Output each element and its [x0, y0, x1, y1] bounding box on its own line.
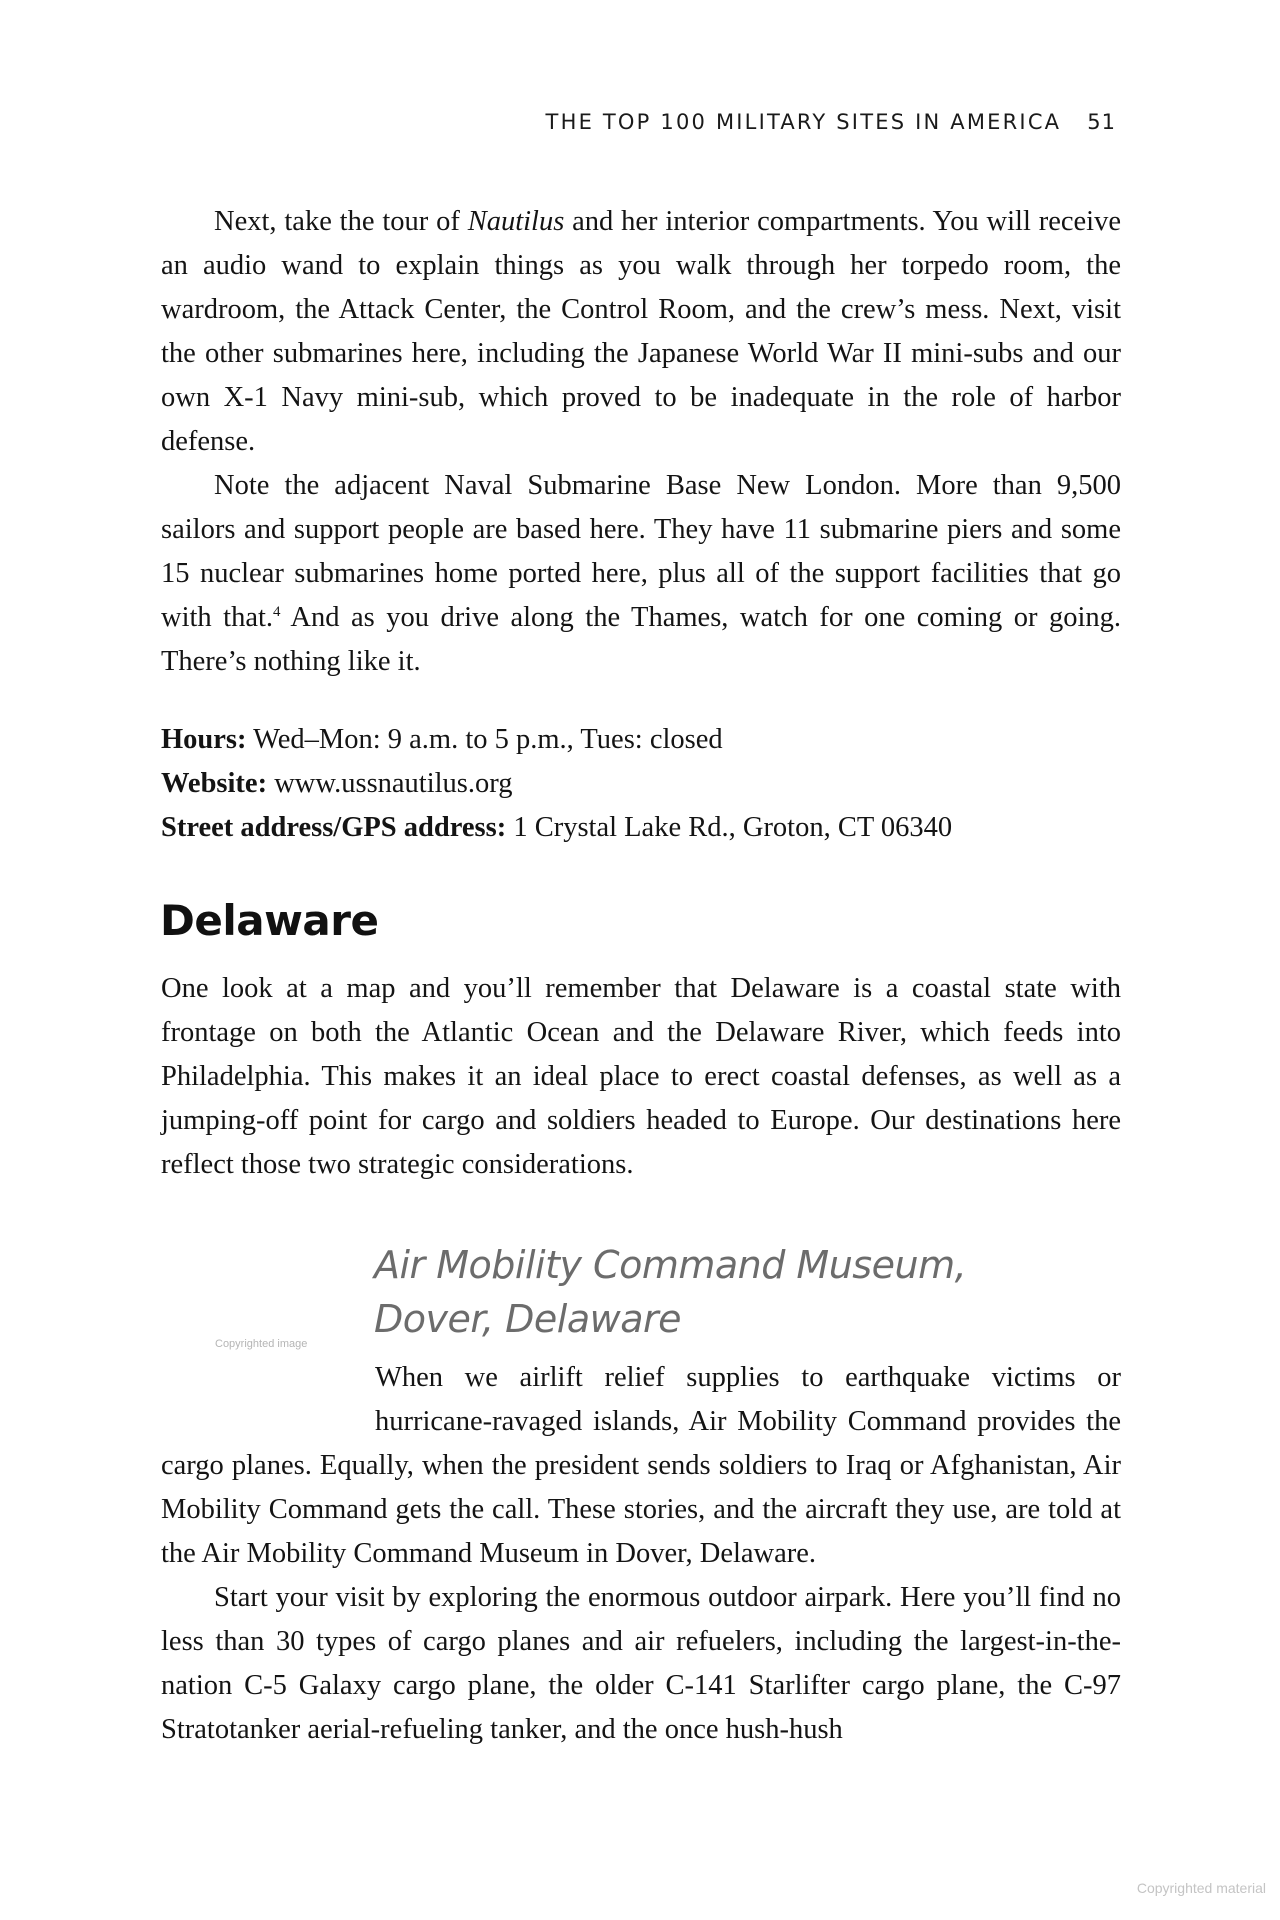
- hours-label: Hours:: [161, 724, 247, 755]
- running-head-title: THE TOP 100 MILITARY SITES IN AMERICA: [545, 110, 1062, 134]
- image-placeholder: Copyrighted image: [215, 1338, 308, 1350]
- site-paragraph-2: Start your visit by exploring the enormous outdoor airpark. Here you’ll find no less than 30 types of cargo planes and air refuelers, including the largest-in-the-nation C-5 Galaxy cargo plane, the older C-141 Starlifter cargo plane, the C-97 Stratotanker aerial-refueling tanker, and the once hush-hush: [161, 1582, 1121, 1745]
- nautilus-paragraph-2: [161, 464, 1121, 684]
- delaware-intro: [161, 967, 1121, 1187]
- site-heading-line-2: Dover, Delaware: [374, 1297, 682, 1341]
- website-line: [161, 762, 1121, 806]
- text-run: Next, take the tour of: [214, 206, 468, 237]
- address-label: Street address/GPS address:: [161, 812, 507, 843]
- address-value: 1 Crystal Lake Rd., Groton, CT 06340: [506, 812, 953, 843]
- copyright-watermark: Copyrighted material: [1136, 1880, 1266, 1896]
- text-run: and her interior compartments. You will receive an audio wand to explain things as you walk through her torpedo room, the wardroom, the Attack Center, the Control Room, and the crew’s mess. Next, visit the other submarines here, including the Japanese World War II mini-subs and our own X-1 Navy mini-sub, which proved to be inadequate in the role of harbor defense.: [161, 206, 1121, 457]
- site-body: [161, 1356, 1121, 1752]
- nautilus-section: [161, 200, 1121, 684]
- website-label: Website:: [161, 768, 268, 799]
- text-run: And as you drive along the Thames, watch for one coming or going. There’s nothing like it.: [161, 602, 1121, 677]
- site-paragraph-1: When we airlift relief supplies to earthquake victims or hurricane-ravaged islands, Air Mobility Command provides the cargo planes. Equally, when the president sends soldiers to Iraq or Afghanistan, Air Mobility Command gets the call. These stories, and the aircraft they use, are told at the Air Mobility Command Museum in Dover, Delaware.: [161, 1362, 1121, 1569]
- ship-name-italic: Nautilus: [467, 206, 565, 237]
- state-heading: Delaware: [160, 896, 379, 945]
- footnote-marker: 4: [273, 604, 281, 620]
- address-line: [161, 806, 1121, 850]
- running-head: [546, 110, 1116, 134]
- website-value: www.ussnautilus.org: [267, 768, 513, 799]
- nautilus-info-block: [161, 718, 1121, 850]
- text-run: Note the adjacent Naval Submarine Base New London. More than 9,500 sailors and support people are based here. They have 11 submarine piers and some 15 nuclear submarines home ported here, plus all of the support facilities that go with that.: [161, 470, 1121, 633]
- hours-value: Wed–Mon: 9 a.m. to 5 p.m., Tues: closed: [246, 724, 723, 755]
- delaware-intro-paragraph: One look at a map and you’ll remember that Delaware is a coastal state with frontage on both the Atlantic Ocean and the Delaware River, which feeds into Philadelphia. This makes it an ideal place to erect coastal defenses, as well as a jumping-off point for cargo and soldiers headed to Europe. Our destinations here reflect those two strategic considerations.: [161, 973, 1121, 1180]
- image-float-area: [161, 1356, 375, 1444]
- page-number: 51: [1087, 110, 1116, 134]
- hours-line: [161, 718, 1121, 762]
- site-heading-line-1: Air Mobility Command Museum,: [374, 1243, 967, 1287]
- site-heading: [374, 1238, 966, 1346]
- nautilus-paragraph-1: [161, 200, 1121, 464]
